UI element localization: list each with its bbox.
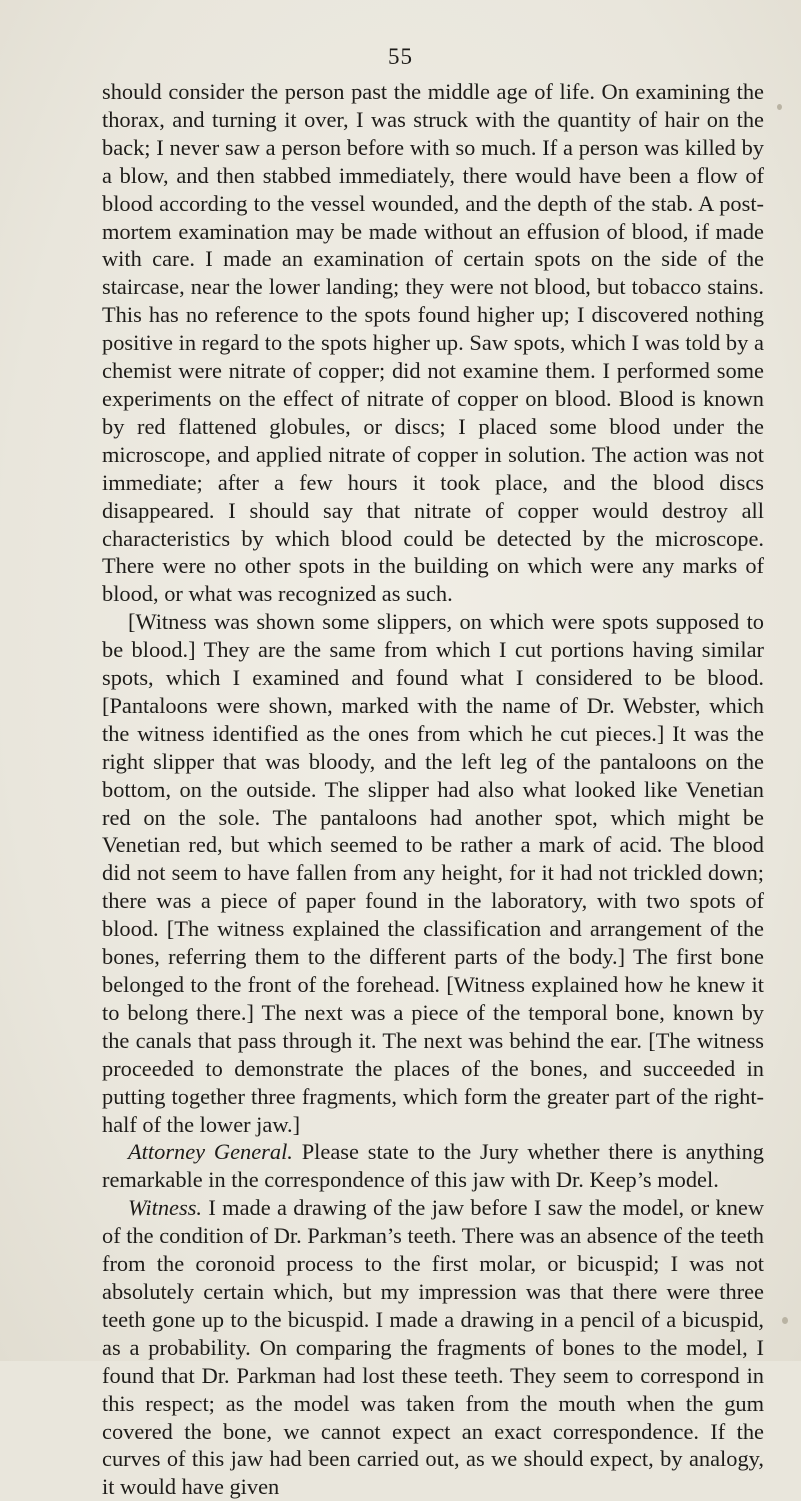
paragraph [102,1138,764,1194]
paragraph-text: Please state to the Jury whether there is anything remarkable in the correspondence of this jaw with Dr. Keep’s model. [102,1139,764,1193]
paragraph-text: should consider the person past the middle age of life. On examining the thorax, and turning it over, I was struck with the quantity of hair on the back; I never saw a person before with so much. If a person was killed by a blow, and then stabbed immediately, there would have been a flow of blood according to the vessel wounded, and the depth of the stab. A post-mortem examination may be made without an effusion of blood, if made with care. I made an examination of certain spots on the side of the staircase, near the lower landing; they were not blood, but tobacco stains. This has no reference to the spots found higher up; I discovered nothing positive in regard to the spots higher up. Saw spots, which I was told by a chemist were nitrate of copper; did not examine them. I performed some experiments on the effect of nitrate of copper on blood. Blood is known by red flattened globules, or discs; I placed some blood under the microscope, and applied nitrate of copper in solution. The action was not immediate; after a few hours it took place, and the blood discs disappeared. I should say that nitrate of copper would destroy all characteristics by which blood could be detected by the microscope. There were no other spots in the building on which were any marks of blood, or what was recognized as such. [102,79,764,607]
speaker-label: Attorney General. [128,1139,293,1165]
paragraph [102,608,764,1138]
paper-speck [782,1317,788,1324]
page-number: 55 [388,44,413,69]
paragraph [102,1194,764,1501]
paragraph-text: I made a drawing of the jaw before I saw the model, or knew of the condition of Dr. Parkman’s teeth. There was an absence of the teeth from the coronoid process to the first molar, or bicuspid; I was not absolutely certain which, but my impression was that there were three teeth gone up to the bicuspid. I made a drawing in a pencil of a bicuspid, as a probability. On comparing the fragments of bones to the model, I found that Dr. Parkman had lost these teeth. They seem to correspond in this respect; as the model was taken from the mouth when the gum covered the bone, we cannot expect an exact correspondence. If the curves of this jaw had been carried out, as we should expect, by analogy, it would have given [102,1195,764,1500]
paragraph-text: [Witness was shown some slippers, on which were spots supposed to be blood.] They are the same from which I cut portions having similar spots, which I examined and found what I considered to be blood. [Pantaloons were shown, marked with the name of Dr. Webster, which the witness identified as the ones from which he cut pieces.] It was the right slipper that was bloody, and the left leg of the pantaloons on the bottom, on the outside. The slipper had also what looked like Venetian red on the sole. The pantaloons had another spot, which might be Venetian red, but which seemed to be rather a mark of acid. The blood did not seem to have fallen from any height, for it had not trickled down; there was a piece of paper found in the laboratory, with two spots of blood. [The witness explained the classification and arrangement of the bones, referring them to the different parts of the body.] The first bone belonged to the front of the forehead. [Witness explained how he knew it to belong there.] The next was a piece of the temporal bone, known by the canals that pass through it. The next was behind the ear. [The witness proceeded to demonstrate the places of the bones, and succeeded in putting together three fragments, which form the greater part of the right-half of the lower jaw.] [102,609,764,1137]
speaker-label: Witness. [128,1195,203,1221]
paper-speck [777,104,782,110]
paragraph [102,78,764,608]
page-body [102,78,764,1501]
